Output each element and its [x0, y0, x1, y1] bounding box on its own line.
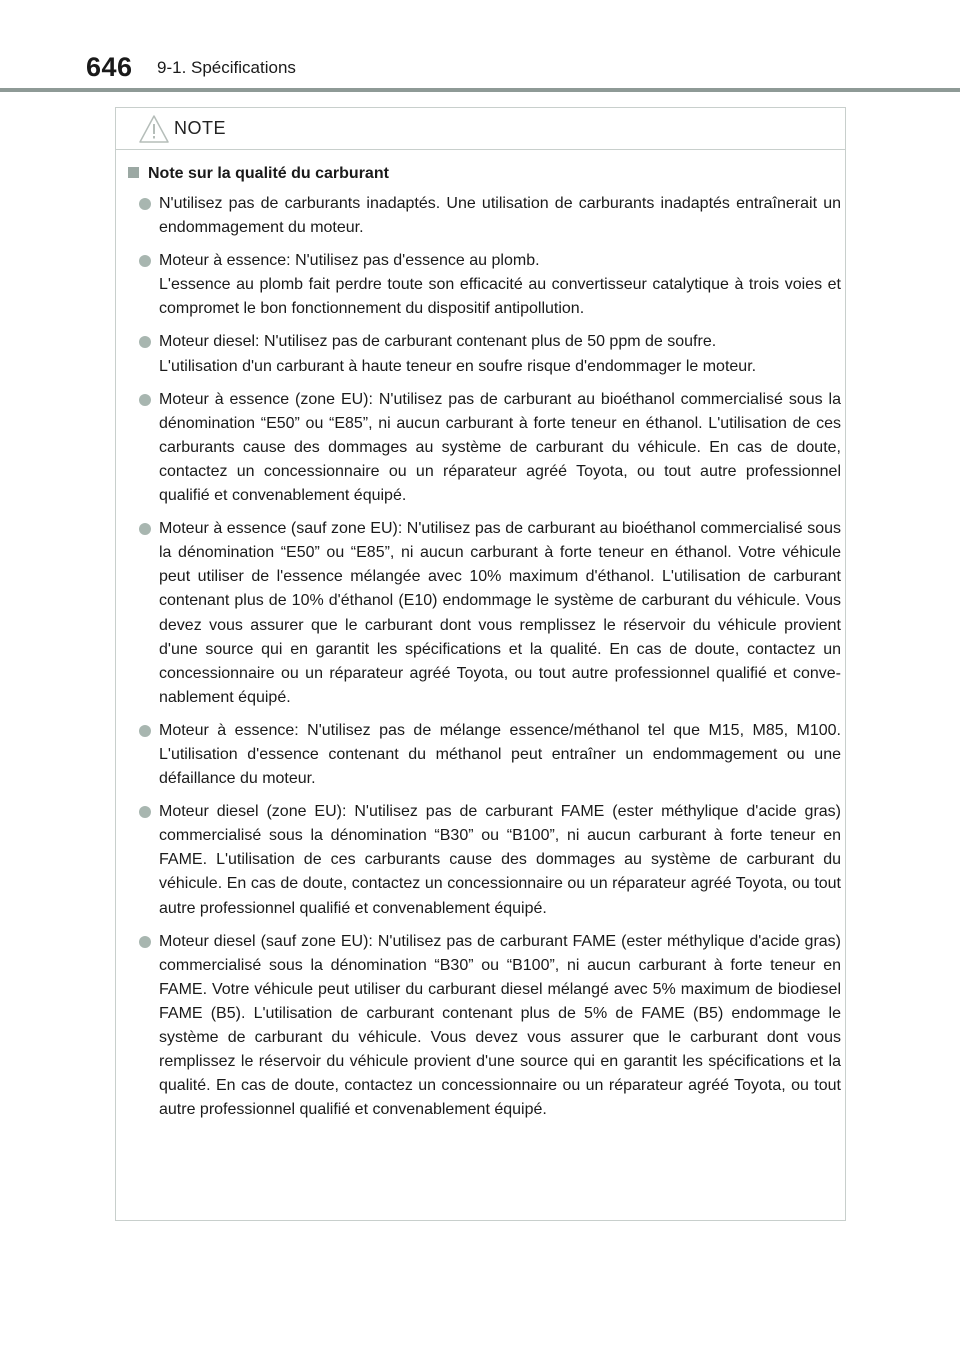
- note-heading-text: Note sur la qualité du carburant: [148, 165, 389, 182]
- list-item-text: Moteur à essence: N'utilisez pas d'essence au plomb. L'essence au plomb fait perdre toute son efficacité au convertisseur catalytique à trois voies et compromet le bon fonctionnement du dispositif antipollution.: [159, 252, 841, 318]
- list-item-text: Moteur à essence (sauf zone EU): N'utilisez pas de carburant au bioéthanol commercialisé sous la dénomination “E50” ou “E85”, ni aucun carburant à forte teneur en éthanol. Votre véhicule peut utiliser de l'essence mélangée avec 10% maximum d'éthanol. L'utilisation de carburant contenant plus de 10% d'éthanol (E10) endommage le système de carburant du véhicule. Vous devez vous assurer que le carburant dont vous remplissez le réservoir du véhicule provient d'une source qui en garantit les spécifications et la qualité. En cas de doute, contactez un concessionnaire ou un réparateur agréé Toyota, ou tout autre professionnel qualifié et convenablement équipé.: [159, 520, 841, 706]
- list-item-text: Moteur diesel (sauf zone EU): N'utilisez pas de carburant FAME (ester méthylique d'acide gras) commercialisé sous la dénomination “B30” ou “B100”, ni aucun carburant à forte teneur en FAME. Votre véhicule peut utiliser du carburant diesel mélangé avec 5% maximum de biodiesel FAME (B5). L'utilisation de carburant contenant plus de 5% de FAME (B5) endommage le système de carburant du véhicule. Vous devez vous assurer que le carburant dont vous remplissez le réservoir du véhicule provient d'une source qui en garantit les spécifications et la qualité. En cas de doute, contactez un concessionnaire ou un réparateur agréé Toyota, ou tout autre professionnel qualifié et convenablement équipé.: [159, 932, 841, 1119]
- list-item: [139, 388, 841, 508]
- list-item: [139, 930, 841, 1123]
- list-item-text: Moteur à essence: N'utilisez pas de mélange essence/méthanol tel que M15, M85, M100. L'utilisation d'essence contenant du méthanol peut entraîner un endommagement ou une défaillance du moteur.: [159, 721, 841, 788]
- list-item: [139, 517, 841, 710]
- list-item: [139, 249, 841, 321]
- list-item-text: Moteur diesel (zone EU): N'utilisez pas de carburant FAME (ester méthylique d'acide gras) commercialisé sous la dénomination “B30” ou “B100”, ni aucun carburant à forte teneur en FAME. L'utilisation de ces carburants cause des dommages au système de carburant du véhicule. En cas de doute, contactez un concessionnaire ou un réparateur agréé Toyota, ou tout autre professionnel qualifié et convenablement équipé.: [159, 803, 841, 917]
- list-item: [139, 800, 841, 920]
- circle-bullet-icon: [139, 936, 151, 948]
- note-items: [139, 192, 841, 1131]
- list-item-text: N'utilisez pas de carburants inadaptés. Une utilisation de carburants inadaptés entraînerait un endommagement du moteur.: [159, 195, 841, 237]
- circle-bullet-icon: [139, 523, 151, 535]
- list-item: [139, 719, 841, 791]
- circle-bullet-icon: [139, 255, 151, 267]
- note-header: [116, 108, 845, 150]
- circle-bullet-icon: [139, 806, 151, 818]
- list-item: [139, 192, 841, 240]
- page-header: [0, 0, 960, 96]
- square-bullet-icon: [128, 167, 139, 178]
- note-box: [115, 107, 846, 1221]
- list-item-text: Moteur diesel: N'utilisez pas de carburant contenant plus de 50 ppm de soufre. L'utilisation d'un carburant à haute teneur en soufre risque d'endommager le moteur.: [159, 333, 757, 375]
- circle-bullet-icon: [139, 394, 151, 406]
- header-rule: [0, 88, 960, 92]
- section-title: 9-1. Spécifications: [157, 58, 296, 77]
- circle-bullet-icon: [139, 198, 151, 210]
- circle-bullet-icon: [139, 725, 151, 737]
- circle-bullet-icon: [139, 336, 151, 348]
- warning-triangle-icon: [138, 114, 170, 144]
- list-item: [139, 330, 841, 378]
- note-heading: [128, 165, 389, 183]
- page-number: 646: [86, 52, 133, 82]
- list-item-text: Moteur à essence (zone EU): N'utilisez pas de carburant au bioéthanol commercialisé sous la dénomination “E50” ou “E85”, ni aucun carburant à forte teneur en éthanol. L'utilisation de ces carburants cause des dommages au système de carburant du véhicule. En cas de doute, contactez un concessionnaire ou un réparateur agréé Toyota, ou tout autre professionnel qualifié et convenablement équipé.: [159, 390, 841, 505]
- note-label: NOTE: [174, 118, 227, 138]
